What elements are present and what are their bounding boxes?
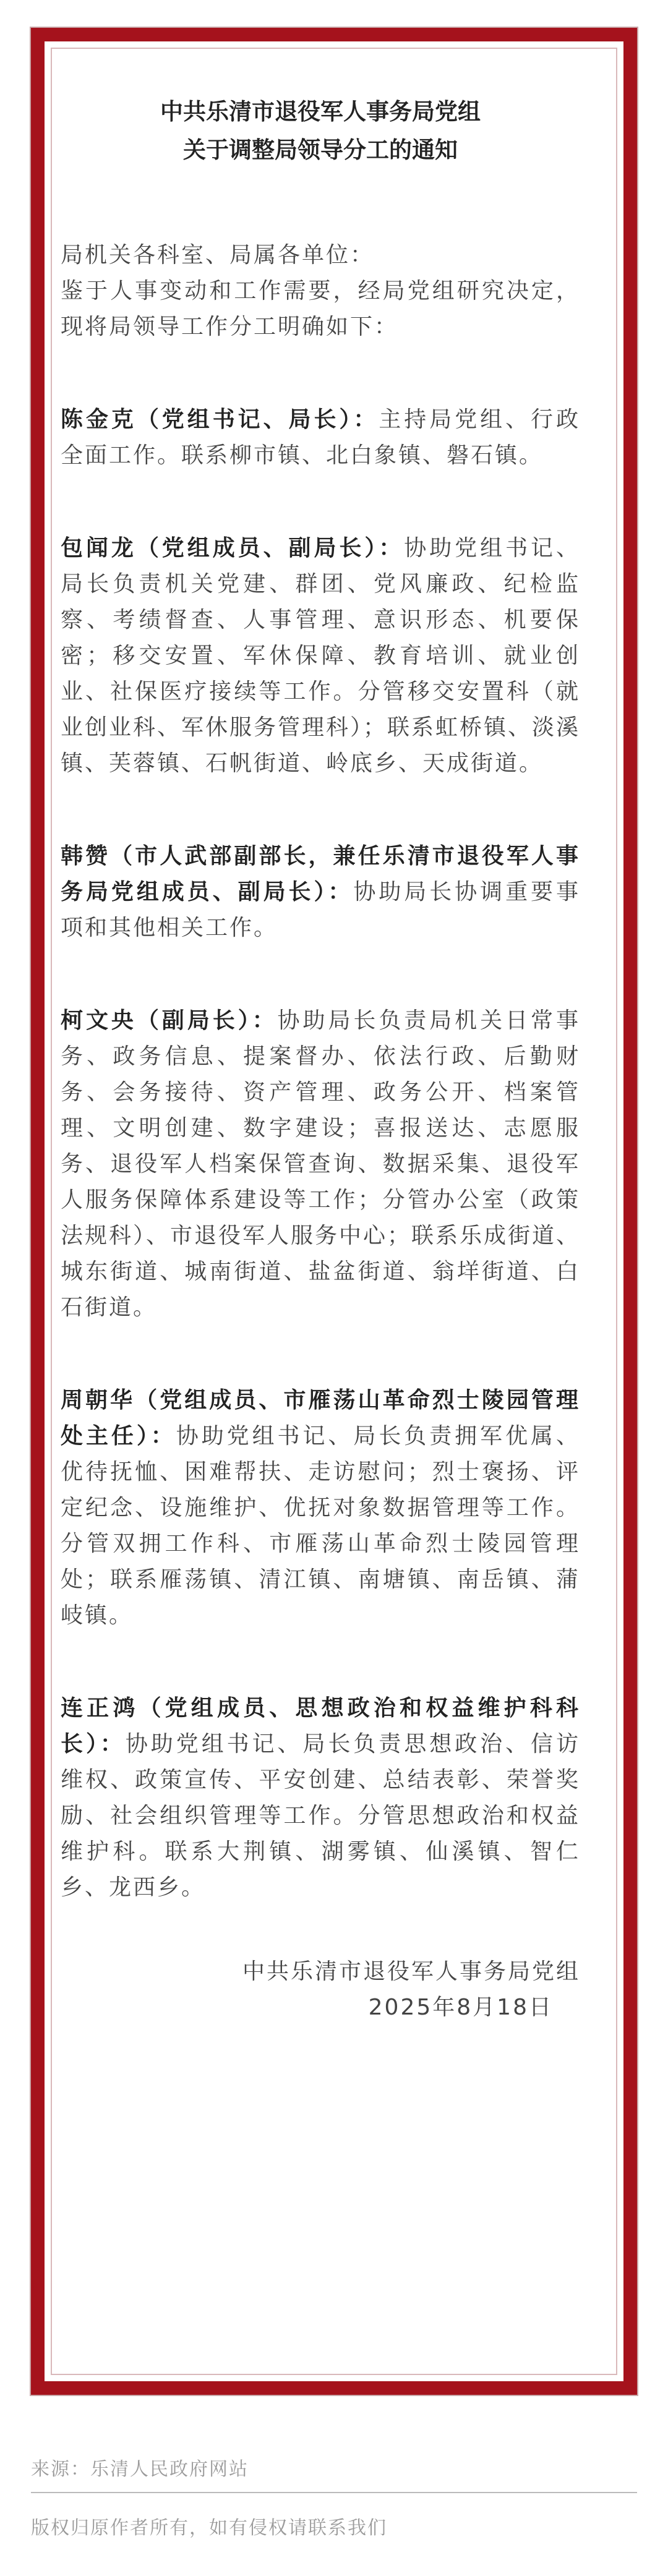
section-han-zan <box>61 838 580 946</box>
section-zhou-chaohua <box>61 1383 580 1634</box>
section-name: 韩赞（市人武部副部长，兼任乐清市退役军人事务局党组成员、副局长）： <box>61 843 580 905</box>
section-ke-wenyang <box>61 1003 580 1326</box>
section-duties: 主持局党组、行政全面工作。联系柳市镇、北白象镇、磐石镇。 <box>61 407 580 468</box>
section-lian-zhenghong <box>61 1691 580 1906</box>
salutation: 局机关各科室、局属各单位： <box>61 242 375 268</box>
section-duties: 协助党组书记、局长负责思想政治、信访维权、政策宣传、平安创建、总结表彰、荣誉奖励、社会组织管理等工作。分管思想政治和权益维护科。联系大荆镇、湖雾镇、仙溪镇、智仁乡、龙西乡。 <box>61 1731 580 1900</box>
section-bao-wenlong <box>61 531 580 782</box>
section-duties: 协助局长协调重要事项和其他相关工作。 <box>61 879 580 940</box>
document-title <box>61 93 580 169</box>
title-line-1: 中共乐清市退役军人事务局党组 <box>160 98 481 125</box>
section-chen-jinke <box>61 402 580 474</box>
section-duties: 协助党组书记、局长负责机关党建、群团、党风廉政、纪检监察、考绩督查、人事管理、意识形态、机要保密；移交安置、军休保障、教育培训、就业创业、社保医疗接续等工作。分管移交安置科（就业创业科、军休服务管理科）；联系虹桥镇、淡溪镇、芙蓉镇、石帆街道、岭底乡、天成街道。 <box>61 535 581 776</box>
document-content <box>61 93 580 2026</box>
footer-copyright: 版权归原作者所有，如有侵权请联系我们 <box>31 2517 387 2539</box>
footer-source: 来源：乐清人民政府网站 <box>31 2459 249 2480</box>
signature-date: 2025年8月18日 <box>368 1995 553 2020</box>
footer-divider <box>31 2492 637 2493</box>
title-line-2: 关于调整局领导分工的通知 <box>183 137 458 163</box>
section-name: 柯文央（副局长）： <box>61 1008 278 1033</box>
intro-paragraph: 鉴于人事变动和工作需要，经局党组研究决定，现将局领导工作分工明确如下： <box>61 278 580 339</box>
section-name: 连正鸿（党组成员、思想政治和权益维护科科长）： <box>61 1695 580 1757</box>
section-name: 陈金克（党组书记、局长）： <box>61 407 379 432</box>
signature-org: 中共乐清市退役军人事务局党组 <box>242 1959 580 1984</box>
section-duties: 协助局长负责局机关日常事务、政务信息、提案督办、依法行政、后勤财务、会务接待、资产管理、政务公开、档案管理、文明创建、数字建设；喜报送达、志愿服务、退役军人档案保管查询、数据采集、退役军人服务保障体系建设等工作；分管办公室（政策法规科）、市退役军人服务中心；联系乐成街道、城东街道、城南街道、盐盆街道、翁垟街道、白石街道。 <box>61 1008 581 1320</box>
section-duties: 协助党组书记、局长负责拥军优属、优待抚恤、困难帮扶、走访慰问；烈士褒扬、评定纪念、设施维护、优抚对象数据管理等工作。分管双拥工作科、市雁荡山革命烈士陵园管理处；联系雁荡镇、清江镇、南塘镇、南岳镇、蒲岐镇。 <box>61 1423 580 1628</box>
section-name: 周朝华（党组成员、市雁荡山革命烈士陵园管理处主任）： <box>61 1388 580 1449</box>
signature-block <box>61 1954 580 2026</box>
section-name: 包闻龙（党组成员、副局长）： <box>61 535 405 561</box>
